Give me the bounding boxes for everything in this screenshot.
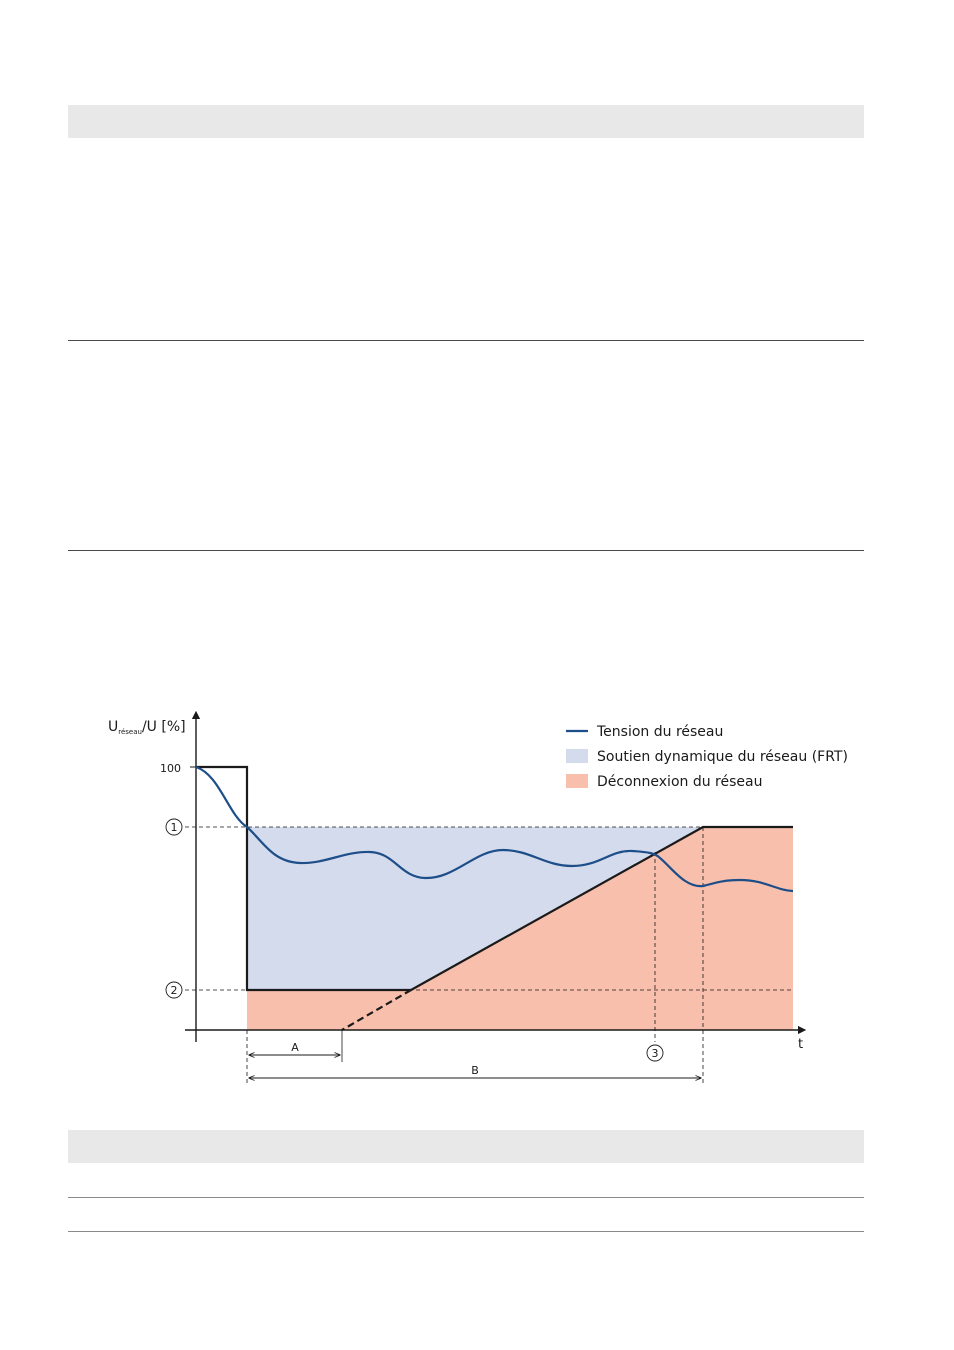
section-divider-1 (68, 340, 864, 341)
table-header-band (68, 1130, 864, 1163)
tick-100-label: 100 (160, 762, 181, 775)
marker-2 (166, 982, 182, 998)
frt-diagram (0, 700, 954, 1100)
legend (566, 724, 848, 790)
legend-label-frt: Soutien dynamique du réseau (FRT) (597, 749, 848, 765)
y-axis-label-main: U (108, 719, 119, 735)
table-row-divider-2 (68, 1231, 864, 1232)
span-b-label: B (471, 1064, 479, 1077)
legend-swatch-frt (566, 749, 588, 763)
y-axis-label-sub: réseau (118, 728, 142, 736)
marker-1 (166, 819, 182, 835)
marker-3 (647, 1045, 663, 1061)
svg-text:2: 2 (170, 984, 178, 997)
section-divider-2 (68, 550, 864, 551)
y-axis-label (108, 719, 186, 736)
y-axis-label-tail: /U [%] (141, 719, 186, 735)
span-a-label: A (291, 1041, 299, 1054)
legend-label-voltage: Tension du réseau (597, 724, 724, 740)
svg-text:1: 1 (170, 821, 178, 834)
legend-swatch-disconnection (566, 774, 588, 788)
header-band (68, 105, 864, 138)
svg-text:3: 3 (651, 1047, 659, 1060)
x-axis-label: t (798, 1037, 804, 1052)
table-row-divider-1 (68, 1197, 864, 1198)
legend-label-disconnection: Déconnexion du réseau (597, 774, 763, 790)
